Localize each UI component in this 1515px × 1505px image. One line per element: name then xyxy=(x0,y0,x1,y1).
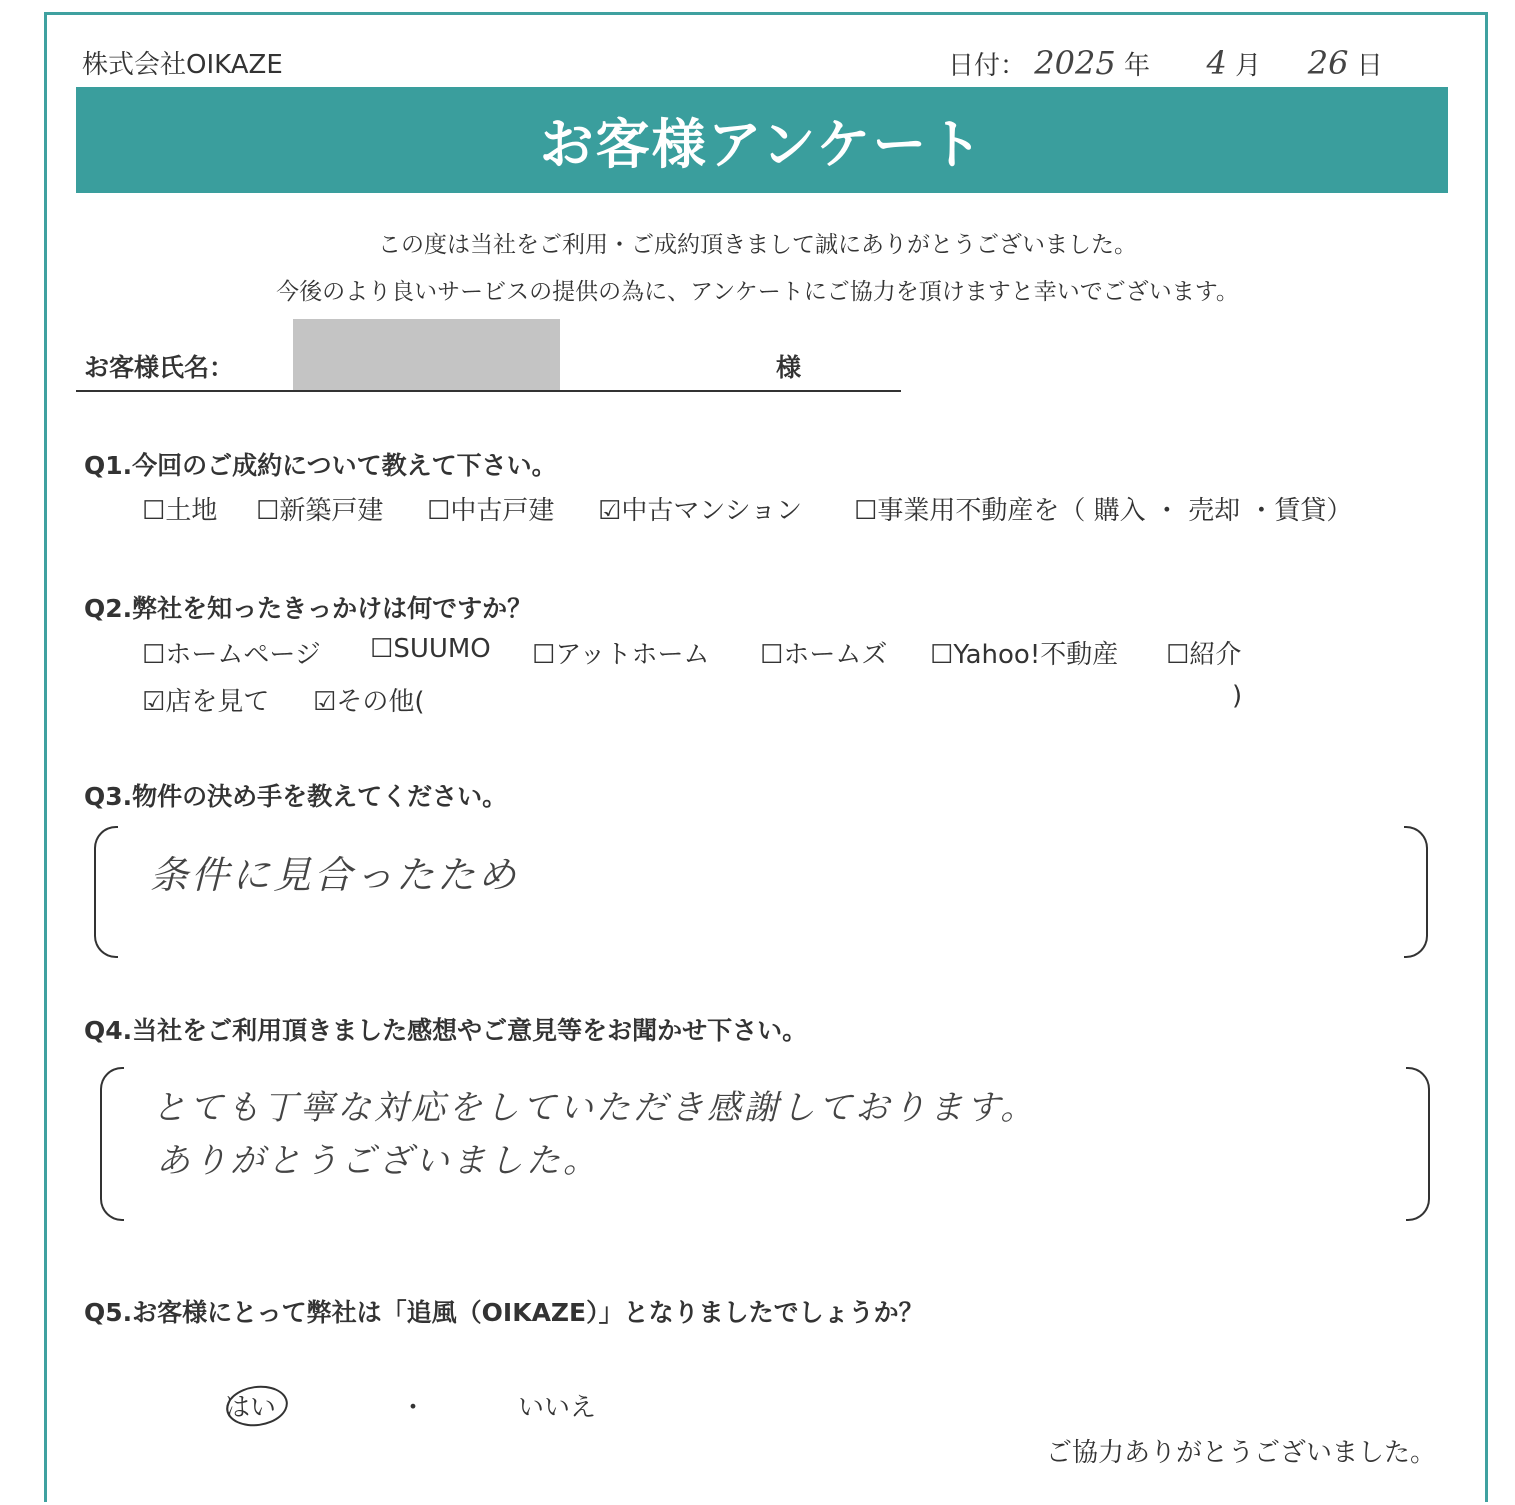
q1-option-used-house[interactable] xyxy=(427,490,554,527)
q2-option-referral[interactable] xyxy=(1166,634,1241,671)
q3-answer-text: 条件に見合ったため xyxy=(150,853,520,897)
date-label: 日付： xyxy=(948,51,1027,81)
checkbox-icon: ☐ xyxy=(1166,640,1190,670)
q5-option-no[interactable]: いいえ xyxy=(518,1393,597,1423)
checkbox-icon: ☐ xyxy=(256,496,280,526)
company-name: 株式会社OIKAZE xyxy=(82,50,283,80)
option-label: 店を見て xyxy=(165,687,270,717)
date-year: 2025 xyxy=(1034,44,1116,82)
q1-option-business-property[interactable] xyxy=(854,490,1352,527)
customer-name-underline xyxy=(76,390,901,392)
q2-option-athome[interactable] xyxy=(532,634,710,671)
option-label: 紹介 xyxy=(1189,640,1242,670)
q4-answer-line-1: とても丁寧な対応をしていただき感謝しております。 xyxy=(152,1088,1038,1128)
option-label: 土地 xyxy=(165,496,218,526)
option-label: 中古マンション xyxy=(621,496,803,526)
intro-line-1: この度は当社をご利用・ご成約頂きまして誠にありがとうございました。 xyxy=(378,232,1137,258)
checkbox-icon: ☐ xyxy=(930,640,954,670)
date-field xyxy=(948,44,1383,82)
checkbox-icon: ☐ xyxy=(142,496,166,526)
date-month-unit: 月 xyxy=(1235,51,1262,81)
checked-checkbox-icon: ☑ xyxy=(142,687,166,717)
page-title: お客様アンケート xyxy=(539,112,985,176)
q2-option-suumo[interactable] xyxy=(370,634,491,664)
checkbox-icon: ☐ xyxy=(532,640,556,670)
date-month: 4 xyxy=(1206,44,1227,82)
option-label: 新築戸建 xyxy=(279,496,384,526)
q2-other-close-paren: ) xyxy=(1232,681,1243,711)
footer-thanks: ご協力ありがとうございました。 xyxy=(1046,1438,1437,1468)
intro-line-2: 今後のより良いサービスの提供の為に、アンケートにご協力を頂けますと幸いでございます。 xyxy=(276,279,1239,305)
checked-checkbox-icon: ☑ xyxy=(313,687,337,717)
customer-name-suffix: 様 xyxy=(776,353,802,382)
q5-option-yes[interactable]: はい xyxy=(224,1393,277,1423)
q3-question: Q3.物件の決め手を教えてください。 xyxy=(84,782,508,811)
checkbox-icon: ☐ xyxy=(370,634,394,664)
checkbox-icon: ☐ xyxy=(760,640,784,670)
q1-option-land[interactable] xyxy=(142,490,217,527)
q2-option-yahoo[interactable] xyxy=(930,634,1118,671)
q1-option-used-condo[interactable] xyxy=(598,490,802,527)
option-label: アットホーム xyxy=(555,640,710,670)
customer-name-label: お客様氏名： xyxy=(84,353,235,382)
title-banner xyxy=(76,87,1448,193)
checkbox-icon: ☐ xyxy=(142,640,166,670)
date-day-unit: 日 xyxy=(1356,51,1383,81)
q2-option-homes[interactable] xyxy=(760,634,887,671)
option-label: SUUMO xyxy=(393,634,491,664)
checkbox-icon: ☐ xyxy=(427,496,451,526)
q5-question: Q5.お客様にとって弊社は「追風（OIKAZE）」となりましたでしょうか？ xyxy=(84,1298,924,1327)
checked-checkbox-icon: ☑ xyxy=(598,496,622,526)
checkbox-icon: ☐ xyxy=(854,496,878,526)
option-label: 事業用不動産を（ 購入 ・ 売却 ・賃貸） xyxy=(877,496,1353,526)
option-label: Yahoo!不動産 xyxy=(953,640,1119,670)
q4-answer-line-2: ありがとうございました。 xyxy=(156,1141,600,1181)
option-label: 中古戸建 xyxy=(450,496,555,526)
q2-option-homepage[interactable] xyxy=(142,634,321,671)
date-day: 26 xyxy=(1307,44,1349,82)
date-year-unit: 年 xyxy=(1123,51,1150,81)
customer-name-redacted xyxy=(293,319,560,392)
q2-option-saw-store[interactable] xyxy=(142,681,269,718)
q2-option-other[interactable] xyxy=(313,681,424,718)
q5-separator: ・ xyxy=(400,1393,427,1423)
q1-question: Q1.今回のご成約について教えて下さい。 xyxy=(84,451,557,480)
option-label: ホームズ xyxy=(783,640,888,670)
q4-question: Q4.当社をご利用頂きました感想やご意見等をお聞かせ下さい。 xyxy=(84,1016,808,1045)
q1-option-new-house[interactable] xyxy=(256,490,383,527)
q2-question: Q2.弊社を知ったきっかけは何ですか？ xyxy=(84,594,533,623)
option-label: ホームページ xyxy=(165,640,321,670)
option-label: その他( xyxy=(336,687,425,717)
